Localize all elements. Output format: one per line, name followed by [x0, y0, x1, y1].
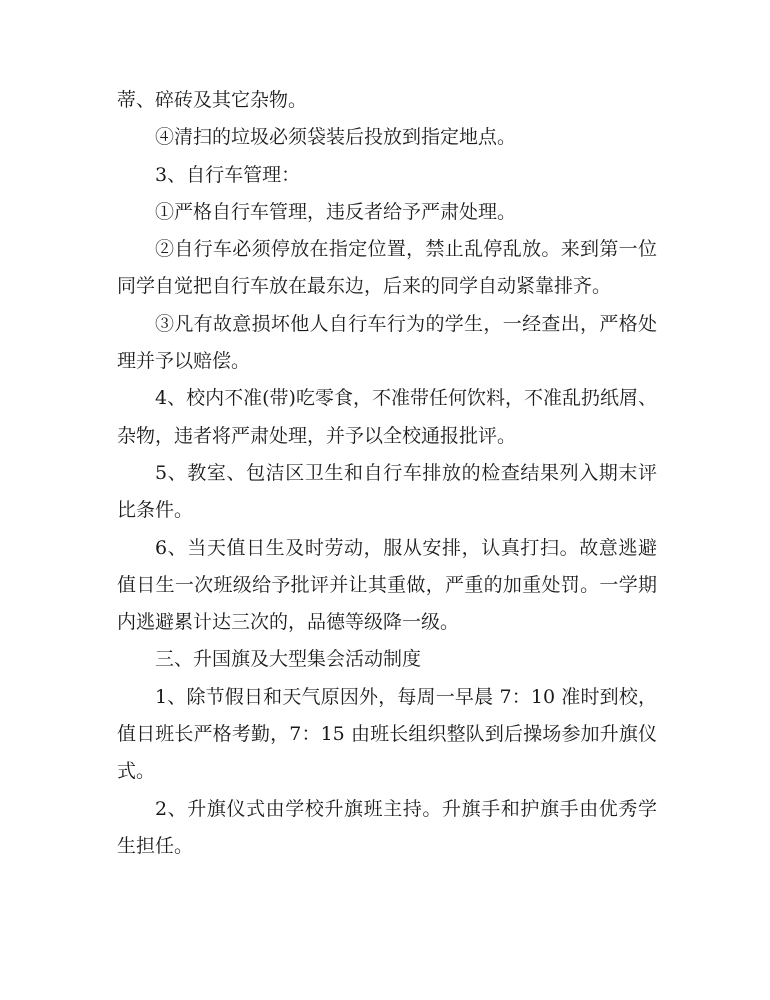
paragraph-flag-rule-2: 2、升旗仪式由学校升旗班主持。升旗手和护旗手由优秀学生担任。 [117, 797, 657, 857]
paragraph-rule-5: 5、教室、包洁区卫生和自行车排放的检查结果列入期末评比条件。 [117, 461, 657, 522]
document-body [117, 82, 657, 865]
paragraph-item-4: ④清扫的垃圾必须袋装后投放到指定地点。 [155, 126, 517, 149]
paragraph-flag-rule-1: 1、除节假日和天气原因外，每周一早晨 7：10 准时到校，值日班长严格考勤，7：15 由班长组织整队到后操场参加升旗仪式。 [117, 685, 657, 783]
paragraph-continuation: 蒂、碎砖及其它杂物。 [117, 89, 308, 111]
paragraph-rule-4: 4、校内不准(带)吃零食，不准带任何饮料，不准乱扔纸屑、杂物，违者将严肃处理，并予以全校通报批评。 [117, 387, 657, 447]
paragraph-bicycle-item-2: ②自行车必须停放在指定位置，禁止乱停乱放。来到第一位同学自觉把自行车放在最东边，后来的同学自动紧靠排齐。 [117, 238, 657, 298]
section-heading-flag: 三、升国旗及大型集会活动制度 [155, 648, 422, 671]
section-heading-bicycle: 3、自行车管理： [155, 163, 301, 186]
paragraph-bicycle-item-1: ①严格自行车管理，违反者给予严肃处理。 [155, 200, 517, 223]
paragraph-bicycle-item-3: ③凡有故意损坏他人自行车行为的学生，一经查出，严格处理并予以赔偿。 [117, 312, 657, 373]
paragraph-rule-6: 6、当天值日生及时劳动，服从安排，认真打扫。故意逃避值日生一次班级给予批评并让其重做，严重的加重处罚。一学期内逃避累计达三次的，品德等级降一级。 [117, 536, 657, 634]
